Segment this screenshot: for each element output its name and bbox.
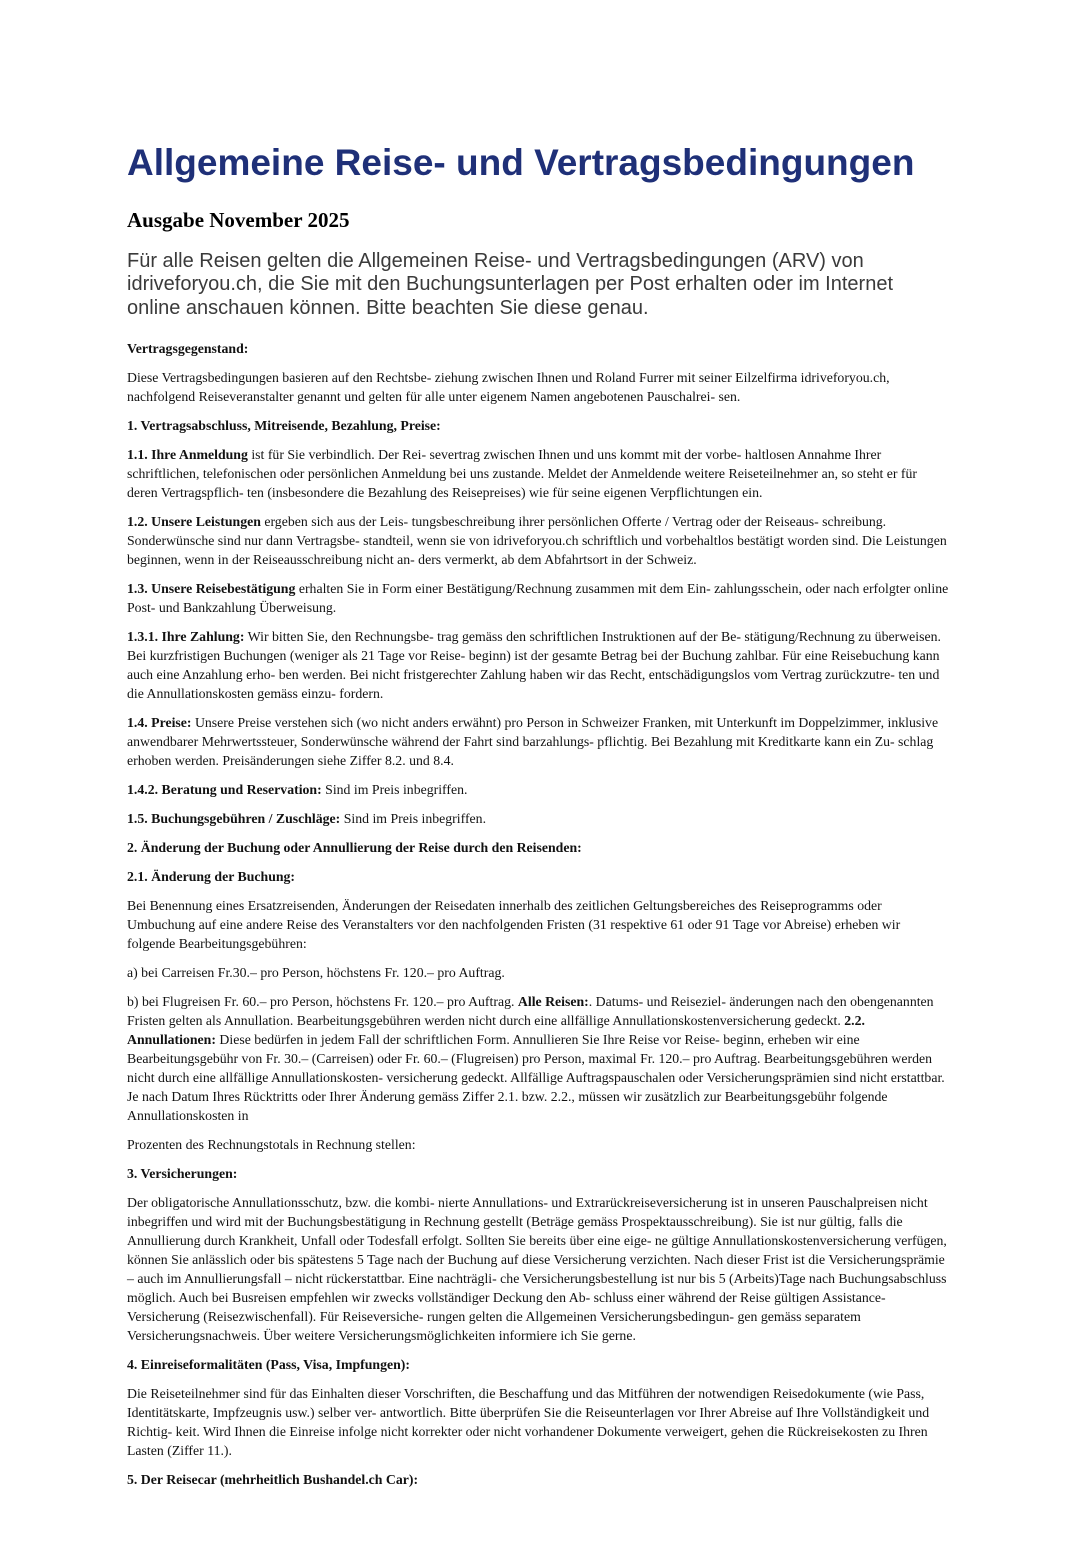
- paragraph: [127, 992, 950, 1125]
- section-heading: [127, 867, 950, 886]
- text-run: erhalten Sie in Form einer Bestätigung/Rechnung zusammen mit dem Ein- zahlungsschein, oder nach erfolgter online Post- und Bankzahlung Überweisung.: [127, 581, 949, 616]
- paragraph: [127, 713, 950, 770]
- section-heading: [127, 416, 950, 435]
- bold-run: 1. Vertragsabschluss, Mitreisende, Bezahlung, Preise:: [127, 418, 441, 434]
- bold-run: 2. Änderung der Buchung oder Annullierung der Reise durch den Reisenden:: [127, 840, 582, 856]
- text-run: Die Reiseteilnehmer sind für das Einhalten dieser Vorschriften, die Beschaffung und das Mitführen der notwendigen Reisedokumente (wie Pass, Identitätskarte, Impfzeugnis usw.) selber ver- antwortlich. Bitte überprüfen Sie die Reiseunterlagen vor Ihrer Abreise auf Ihre Vollständigkeit und Richtig- keit. Wird Ihnen die Einreise infolge nicht korrekter oder nicht vorhandener Dokumente verweigert, gehen die Rückreisekosten zu Ihren Lasten (Ziffer 11.).: [127, 1386, 930, 1459]
- paragraph: [127, 963, 950, 982]
- bold-run: Vertragsgegenstand:: [127, 341, 249, 357]
- section-heading: [127, 838, 950, 857]
- bold-run: 2.2. Annullationen:: [127, 1013, 865, 1048]
- bold-run: 1.4. Preise:: [127, 715, 192, 731]
- text-run: Sind im Preis inbegriffen.: [321, 782, 468, 798]
- paragraph: [127, 896, 950, 953]
- bold-run: 1.4.2. Beratung und Reservation:: [127, 782, 322, 798]
- bold-run: Alle Reisen:: [517, 994, 589, 1010]
- paragraph: [127, 368, 950, 406]
- paragraph: [127, 1193, 950, 1345]
- edition-line: Ausgabe November 2025: [127, 207, 350, 232]
- text-run: Prozenten des Rechnungstotals in Rechnung stellen:: [127, 1137, 416, 1153]
- text-run: Unsere Preise verstehen sich (wo nicht anders erwähnt) pro Person in Schweizer Franken, mit Unterkunft im Doppelzimmer, inklusive anwendbarer Mehrwertssteuer, Sonderwünsche während der Fahrt sind barzahlungs- pflichtig. Bei Bezahlung mit Kreditkarte kann ein Zu- schlag erhoben werden. Preisänderungen siehe Ziffer 8.2. und 8.4.: [127, 715, 939, 769]
- document-body: [127, 339, 950, 1489]
- paragraph: [127, 1384, 950, 1460]
- section-heading: [127, 339, 950, 358]
- text-run: Diese bedürfen in jedem Fall der schriftlichen Form. Annullieren Sie Ihre Reise vor Reise- beginn, erheben wir eine Bearbeitungsgebühr von Fr. 30.– (Carreisen) oder Fr. 60.– (Flugreisen) pro Person, maximal Fr. 120.– pro Auftrag. Bearbeitungsgebühren werden nicht durch eine allfällige Annullationskosten- versicherung gedeckt. Allfällige Auftragspauschalen oder Versicherungsprämien sind nicht erstattbar. Je nach Datum Ihres Rücktritts oder Ihrer Änderung gemäss Ziffer 2.1. bzw. 2.2., müssen wir zusätzlich zur Bearbeitungsgebühr folgende Annullationskosten in: [127, 1032, 945, 1124]
- bold-run: 4. Einreiseformalitäten (Pass, Visa, Impfungen):: [127, 1357, 410, 1373]
- paragraph: [127, 1135, 950, 1154]
- bold-run: 1.3.1. Ihre Zahlung:: [127, 629, 245, 645]
- text-run: Bei Benennung eines Ersatzreisenden, Änderungen der Reisedaten innerhalb des zeitlichen Geltungsbereiches des Reiseprogramms oder Umbuchung auf eine andere Reise des Veranstalters vor den nachfolgenden Fristen (31 respektive 61 oder 91 Tage vor Abreise) erheben wir folgende Bearbeitungsgebühren:: [127, 898, 901, 952]
- bold-run: 1.1. Ihre Anmeldung: [127, 447, 248, 463]
- bold-run: 2.1. Änderung der Buchung:: [127, 869, 296, 885]
- text-run: Sind im Preis inbegriffen.: [340, 811, 487, 827]
- bold-run: 1.5. Buchungsgebühren / Zuschläge:: [127, 811, 341, 827]
- text-run: a) bei Carreisen Fr.30.– pro Person, höchstens Fr. 120.– pro Auftrag.: [127, 965, 505, 981]
- bold-run: 3. Versicherungen:: [127, 1166, 238, 1182]
- paragraph: [127, 780, 950, 799]
- bold-run: 1.3. Unsere Reisebestätigung: [127, 581, 296, 597]
- text-run: . Datums- und Reiseziel- änderungen nach den obengenannten Fristen gelten als Annullation. Bearbeitungsgebühren werden nicht durch eine allfällige Annullationskostenversicherung gedeckt.: [127, 994, 934, 1029]
- intro-paragraph: Für alle Reisen gelten die Allgemeinen Reise- und Vertragsbedingungen (ARV) von idriveforyou.ch, die Sie mit den Buchungsunterlagen per Post erhalten oder im Internet online anschauen können. Bitte beachten Sie diese genau.: [127, 249, 893, 319]
- document-title: Allgemeine Reise- und Vertragsbedingungen: [127, 142, 915, 183]
- bold-run: 1.2. Unsere Leistungen: [127, 514, 261, 530]
- text-run: ergeben sich aus der Leis- tungsbeschreibung ihrer persönlichen Offerte / Vertrag oder der Reiseaus- schreibung. Sonderwünsche sind nur dann Vertragsbe- standteil, wenn sie von idriveforyou.ch schriftlich und vorbehaltlos bestätigt worden sind. Die Leistungen beginnen, wenn in der Reiseausschreibung nicht an- ders vermerkt, ab dem Abfahrtsort in der Schweiz.: [127, 514, 947, 568]
- paragraph: [127, 579, 950, 617]
- paragraph: [127, 512, 950, 569]
- section-heading: [127, 1164, 950, 1183]
- section-heading: [127, 1470, 950, 1489]
- text-run: Wir bitten Sie, den Rechnungsbe- trag gemäss den schriftlichen Instruktionen auf der Be- stätigung/Rechnung zu überweisen. Bei kurzfristigen Buchungen (weniger als 21 Tage vor Reise- beginn) ist der gesamte Betrag bei der Buchung zahlbar. Für eine Reisebuchung kann auch eine Anzahlung erho- ben werden. Bei nicht fristgerechter Zahlung haben wir das Recht, entschädigungslos vom Vertrag zurückzutre- ten und die Annullationskosten gemäss einzu- fordern.: [127, 629, 941, 702]
- paragraph: [127, 445, 950, 502]
- paragraph: [127, 809, 950, 828]
- text-run: Der obligatorische Annullationsschutz, bzw. die kombi- nierte Annullations- und Extrarückreiseversicherung ist in unseren Pauschalpreisen nicht inbegriffen und wird mit der Buchungsbestätigung in Rechnung gestellt (Beträge gemäss Prospektausschreibung). Sie ist nur gültig, falls die Annullierung durch Krankheit, Unfall oder Todesfall erfolgt. Sollten Sie bereits über eine eige- ne gültige Annullationskostenversicherung verfügen, können Sie anlässlich oder bis spätestens 5 Tage nach der Buchung auf diese Versicherung verzichten. Nach dieser Frist ist die Versicherungsprämie – auch im Annullierungsfall – nicht rückerstattbar. Eine nachträgli- che Versicherungsbestellung ist nur bis 5 (Arbeits)Tage nach Buchungsabschluss möglich. Auch bei Busreisen empfehlen wir zwecks vollständiger Deckung den Ab- schluss einer während der Reise gültigen Assistance- Versicherung (Reisezwischenfall). Für Reiseversiche- rungen gelten die Allgemeinen Versicherungsbedingun- gen gemäss separatem Versicherungsnachweis. Über weitere Versicherungsmöglichkeiten informiere ich Sie gerne.: [127, 1195, 947, 1344]
- text-run: Diese Vertragsbedingungen basieren auf den Rechtsbe- ziehung zwischen Ihnen und Roland Furrer mit seiner Eilzelfirma idriveforyou.ch, nachfolgend Reiseveranstalter genannt und gelten für alle unter eigenem Namen angebotenen Pauschalrei- sen.: [127, 370, 890, 405]
- bold-run: 5. Der Reisecar (mehrheitlich Bushandel.ch Car):: [127, 1472, 419, 1488]
- paragraph: [127, 627, 950, 703]
- section-heading: [127, 1355, 950, 1374]
- text-run: ist für Sie verbindlich. Der Rei- severtrag zwischen Ihnen und uns kommt mit der vorbe- haltlosen Annahme Ihrer schriftlichen, telefonischen oder persönlichen Anmeldung bei uns zustande. Meldet der Anmeldende weitere Reiseteilnehmer an, so steht er für deren Vertragspflich- ten (insbesondere die Bezahlung des Reisepreises) wie für seine eigenen Verpflichtungen ein.: [127, 447, 917, 501]
- text-run: b) bei Flugreisen Fr. 60.– pro Person, höchstens Fr. 120.– pro Auftrag.: [127, 994, 518, 1010]
